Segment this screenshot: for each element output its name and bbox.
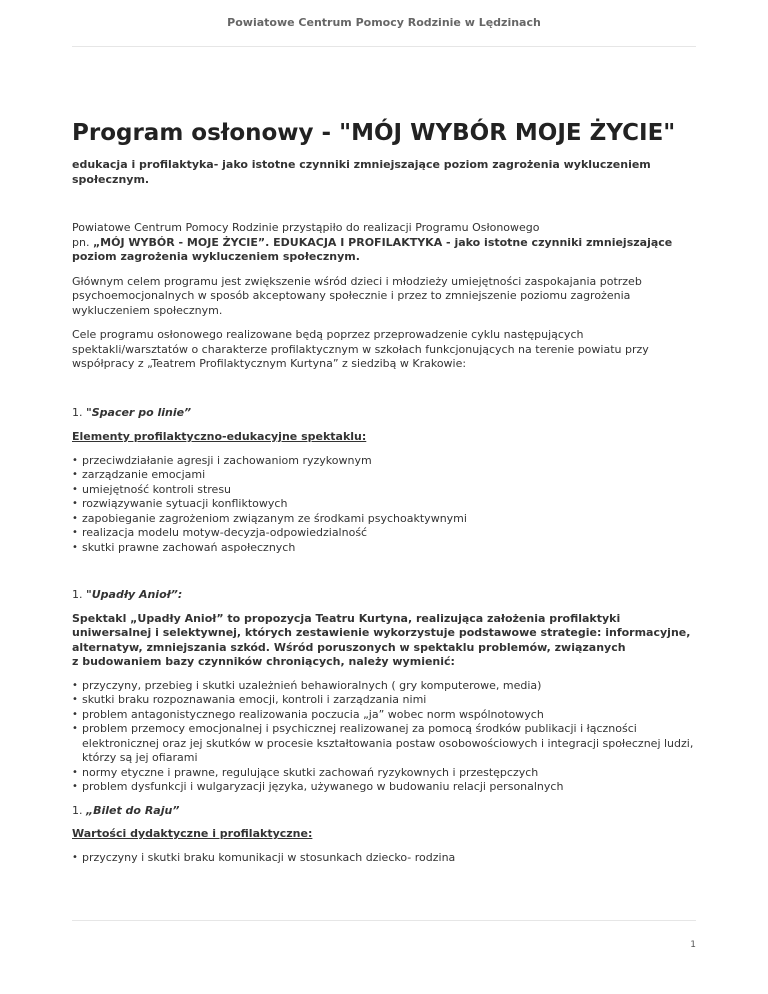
section-title: Spacer po linie” xyxy=(91,405,192,419)
list-item: • umiejętność kontroli stresu xyxy=(82,483,696,498)
section-quote: " xyxy=(86,588,92,601)
list-item: • zapobieganie zagrożeniom związanym ze środkami psychoaktywnymi xyxy=(82,512,696,527)
aims-paragraph: Cele programu osłonowego realizowane będą poprzez przeprowadzenie cyklu następujących spektakli/warsztatów o charakterze profilaktycznym w szkołach funkcjonujących na terenie powiatu przy współpracy z „Teatrem Profilaktycznym Kurtyna” z siedzibą w Krakowie: xyxy=(72,328,649,370)
bullet-list xyxy=(72,454,696,556)
section-number: 1. xyxy=(72,588,86,601)
section-heading xyxy=(72,406,696,421)
list-item: • realizacja modelu motyw-decyzja-odpowiedzialność xyxy=(82,526,696,541)
list-item: • skutki prawne zachowań aspołecznych xyxy=(82,541,696,556)
section-description-text-2: z budowaniem bazy czynników chroniących, należy wymienić: xyxy=(72,655,455,668)
intro-plain: Powiatowe Centrum Pomocy Rodzinie przystąpiło do realizacji Programu Osłonowego xyxy=(72,221,540,234)
footer-divider xyxy=(72,920,696,921)
section-heading xyxy=(72,804,696,819)
section-description-text: Spektakl „Upadły Anioł” to propozycja Teatru Kurtyna, realizująca założenia profilaktyki uniwersalnej i selektywnej, których zestawienie wykorzystuje podstawowe strategie: informacyjne, alternatyw, zmniejszania szkód. Wśród poruszonych w spektaklu problemów, związanych xyxy=(72,611,691,654)
section-heading xyxy=(72,588,696,603)
section-number: 1. xyxy=(72,803,86,817)
section-title: „Bilet do Raju” xyxy=(86,803,180,817)
list-item: • zarządzanie emocjami xyxy=(82,468,696,483)
goal-paragraph: Głównym celem programu jest zwiększenie wśród dzieci i młodzieży umiejętności zaspokajania potrzeb psychoemocjonalnych w sposób akceptowany społecznie i przez to zmniejszenie poziomu zagrożenia wykluczeniem społecznym. xyxy=(72,274,642,317)
intro-program-name: „MÓJ WYBÓR - MOJE ŻYCIE”. EDUKACJA I PROFILAKTYKA - jako istotne czynniki zmniejszające poziom zagrożenia wykluczeniem społecznym. xyxy=(72,235,673,263)
section-title: Upadły Anioł”: xyxy=(91,588,183,601)
list-item: • problem przemocy emocjonalnej i psychicznej realizowanej za pomocą środków publikacji i łączności elektronicznej oraz jej skutków w procesie kształtowania postaw osobowościowych i integracji społecznej ludzi, którzy są jej ofiarami xyxy=(82,722,696,766)
bullet-list xyxy=(72,679,696,795)
list-item: • normy etyczne i prawne, regulujące skutki zachowań ryzykownych i przestępczych xyxy=(82,766,696,781)
page-title: Program osłonowy - "MÓJ WYBÓR MOJE ŻYCIE" xyxy=(72,120,676,146)
section-number: 1. xyxy=(72,405,86,419)
page-number: 1 xyxy=(690,940,696,950)
list-item: • przyczyny, przebieg i skutki uzależnień behawioralnych ( gry komputerowe, media) xyxy=(82,679,696,694)
section-subheading: Wartości dydaktyczne i profilaktyczne: xyxy=(72,827,313,840)
page-header xyxy=(72,16,696,47)
list-item: • problem antagonistycznego realizowania poczucia „ja” wobec norm wspólnotowych xyxy=(82,708,696,723)
section-description xyxy=(72,612,696,670)
list-item: • problem dysfunkcji i wulgaryzacji języka, używanego w budowaniu relacji personalnych xyxy=(82,780,696,795)
bullet-list xyxy=(72,851,696,866)
intro-paragraph xyxy=(72,221,696,265)
document-body xyxy=(72,118,696,865)
list-item: • przyczyny i skutki braku komunikacji w stosunkach dziecko- rodzina xyxy=(82,851,696,866)
list-item: • skutki braku rozpoznawania emocji, kontroli i zarządzania nimi xyxy=(82,693,696,708)
page-subtitle: edukacja i profilaktyka- jako istotne czynniki zmniejszające poziom zagrożenia wykluczeniem społecznym. xyxy=(72,158,651,186)
header-title: Powiatowe Centrum Pomocy Rodzinie w Lędzinach xyxy=(227,16,541,29)
list-item: • przeciwdziałanie agresji i zachowaniom ryzykownym xyxy=(82,454,696,469)
section-quote: " xyxy=(86,405,92,419)
list-item: • rozwiązywanie sytuacji konfliktowych xyxy=(82,497,696,512)
intro-pn: pn. xyxy=(72,235,93,249)
section-subheading: Elementy profilaktyczno-edukacyjne spektaklu: xyxy=(72,430,367,443)
